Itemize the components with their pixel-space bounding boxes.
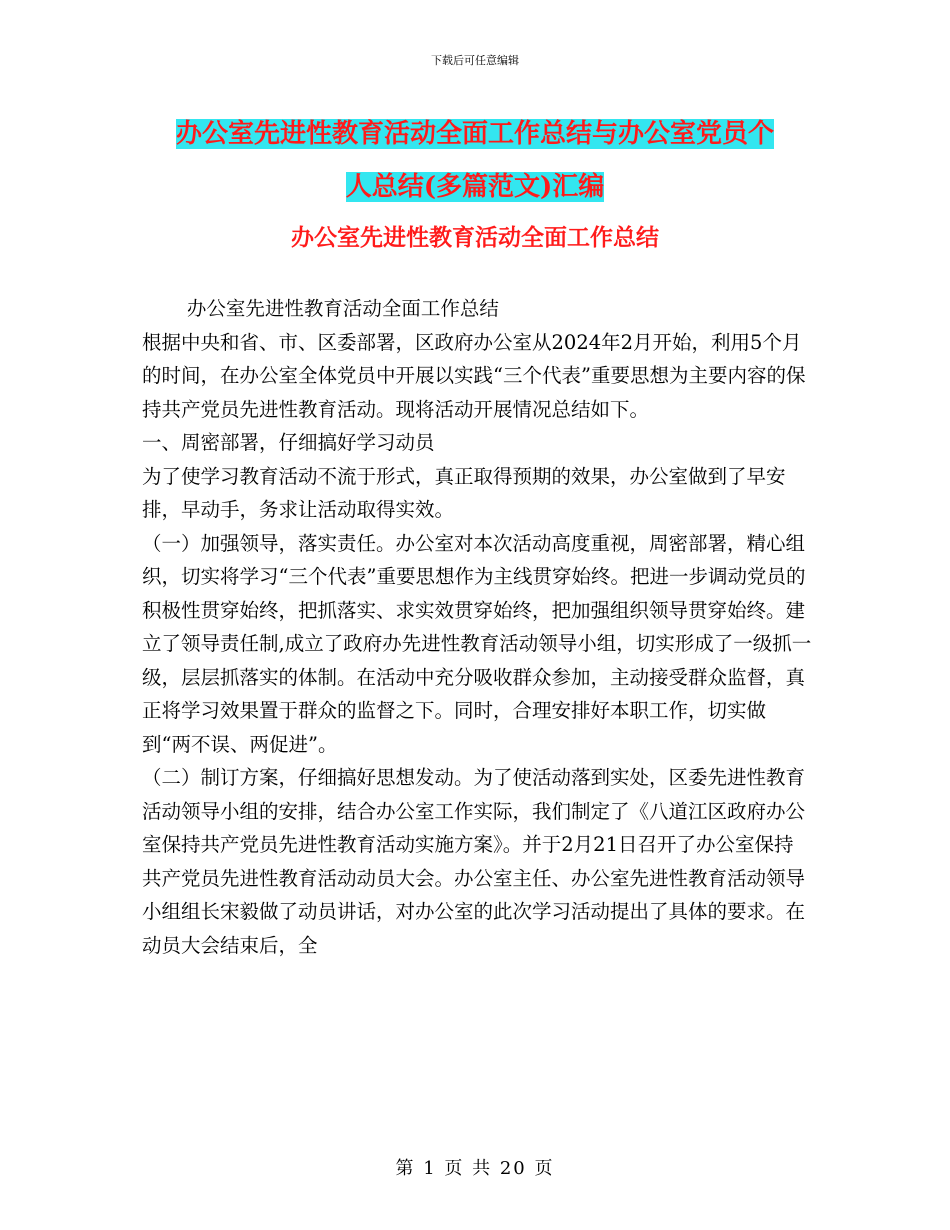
paragraph: 为了使学习教育活动不流于形式，真正取得预期的效果，办公室做到了早安排，早动手，务求让活动取得实效。 bbox=[142, 464, 786, 521]
section-title: 办公室先进性教育活动全面工作总结 bbox=[291, 224, 659, 251]
document-body bbox=[142, 292, 812, 962]
header-note: 下载后可任意编辑 bbox=[431, 54, 519, 67]
title-line-1: 办公室先进性教育活动全面工作总结与办公室党员个 bbox=[175, 119, 774, 149]
paragraph: （一）加强领导，落实责任。办公室对本次活动高度重视，周密部署，精心组织，切实将学习“三个代表”重要思想作为主线贯穿始终。把进一步调动党员的积极性贯穿始终，把抓落实、求实效贯穿始终，把加强组织领导贯穿始终。建立了领导责任制,成立了政府办先进性教育活动领导小组，切实形成了一级抓一级，层层抓落实的体制。在活动中充分吸收群众参加，主动接受群众监督，真正将学习效果置于群众的监督之下。同时，合理安排好本职工作，切实做到“两不误、两促进”。 bbox=[142, 531, 812, 756]
paragraph-heading: 一、周密部署，仔细搞好学习动员 bbox=[142, 431, 435, 454]
document-title bbox=[0, 108, 950, 214]
paragraph: 办公室先进性教育活动全面工作总结 bbox=[186, 297, 499, 320]
paragraph: 根据中央和省、市、区委部署，区政府办公室从2024年2月开始，利用5个月的时间，在办公室全体党员中开展以实践“三个代表”重要思想为主要内容的保持共产党员先进性教育活动。现将活动开展情况总结如下。 bbox=[142, 330, 806, 421]
title-line-2: 人总结(多篇范文)汇编 bbox=[345, 172, 605, 202]
paragraph: （二）制订方案，仔细搞好思想发动。为了使活动落到实处，区委先进性教育活动领导小组的安排，结合办公室工作实际，我们制定了《八道江区政府办公室保持共产党员先进性教育活动实施方案》。并于2月21日召开了办公室保持共产党员先进性教育活动动员大会。办公室主任、办公室先进性教育活动领导小组组长宋毅做了动员讲话，对办公室的此次学习活动提出了具体的要求。在动员大会结束后，全 bbox=[142, 766, 806, 957]
page-footer: 第 1 页 共 20 页 bbox=[395, 1158, 555, 1179]
